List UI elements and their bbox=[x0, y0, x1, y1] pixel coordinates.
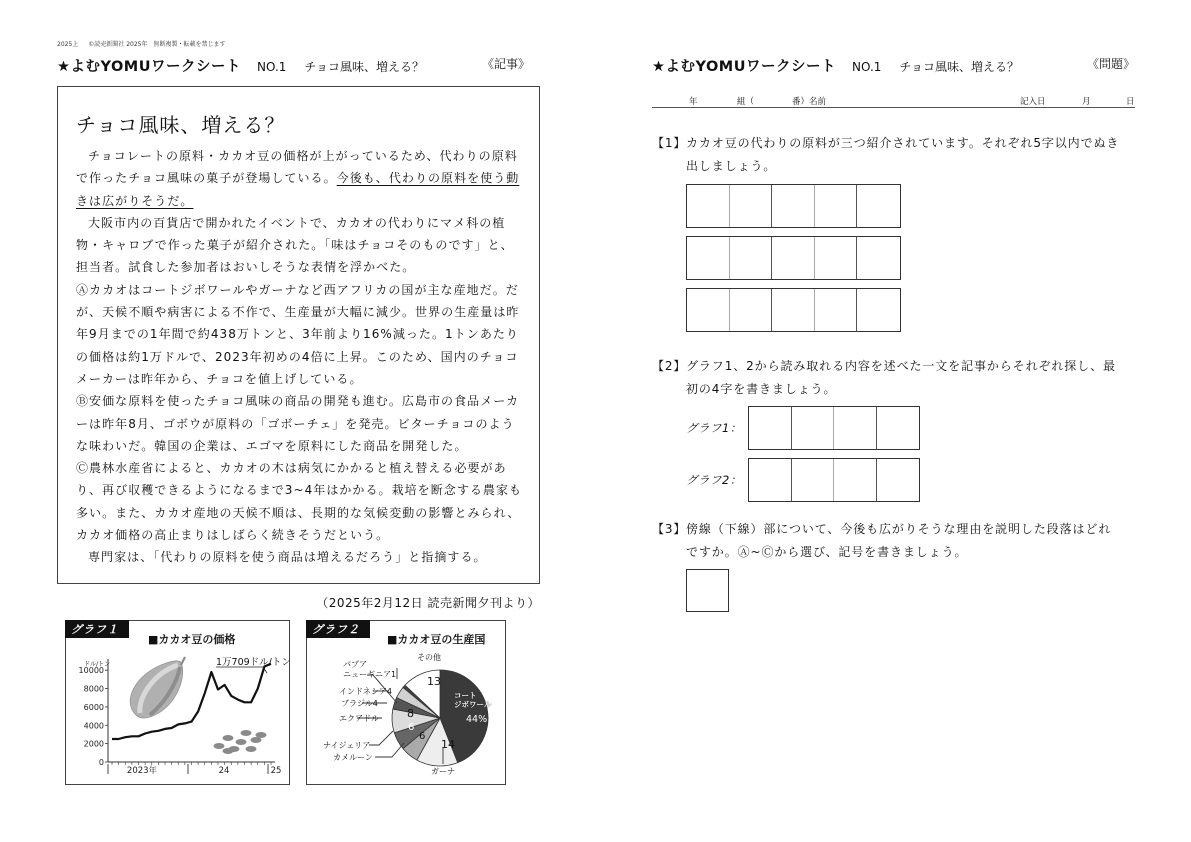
x-tick-label: 24 bbox=[218, 766, 230, 776]
answer-cell[interactable] bbox=[857, 289, 900, 331]
answer-cell[interactable] bbox=[877, 407, 920, 449]
answer-cell[interactable] bbox=[749, 407, 792, 449]
question-text-cont: 初の4字を書きましょう。 bbox=[686, 382, 837, 396]
slice-value-ivory-coast: 44% bbox=[466, 714, 488, 725]
callout-ghana: ガーナ bbox=[431, 767, 455, 776]
y-tick-label: 6000 bbox=[83, 702, 104, 712]
question-text-cont: 出しましょう。 bbox=[686, 159, 777, 173]
paragraph-text: 大阪市内の百貨店で開かれたイベントで、カカオの代わりにマメ科の植物・キャロブで作った菓子が紹介された。「味はチョコそのものです」と、担当者。試食した参加者はおいしそうな表情を浮かべた。 bbox=[76, 215, 514, 275]
sheet-number: NO.1 bbox=[257, 60, 287, 74]
callout-papua-new-guinea bbox=[343, 660, 396, 680]
sheet-number: NO.1 bbox=[852, 60, 882, 74]
question-text: 傍線（下線）部について、今後も広がりそうな理由を説明した段落はどれ bbox=[686, 522, 1112, 536]
answer-cell[interactable] bbox=[834, 459, 877, 501]
class-field[interactable]: 組（ bbox=[737, 97, 755, 107]
graph1-answer-label: グラフ1： bbox=[686, 421, 742, 435]
graph2-answer-label: グラフ2： bbox=[686, 473, 742, 487]
question-number: 【2】 bbox=[652, 359, 687, 373]
chart-axes bbox=[105, 659, 275, 774]
slice-label-line: コート bbox=[454, 691, 477, 700]
answer-cell[interactable] bbox=[857, 237, 900, 279]
article-lead bbox=[76, 145, 524, 212]
brand-title: ★よむYOMUワークシート bbox=[652, 59, 837, 75]
answer-cell[interactable] bbox=[877, 459, 920, 501]
graph2-title: ■カカオ豆の生産国 bbox=[387, 633, 486, 646]
answer-cell[interactable] bbox=[792, 459, 835, 501]
slice-label-line: ジボワール bbox=[454, 700, 492, 709]
question-number: 【1】 bbox=[652, 136, 687, 150]
question-2 bbox=[652, 355, 1142, 401]
graph2-tag: グラフ２ bbox=[306, 620, 370, 638]
callout-ecuador: エクアドル bbox=[339, 714, 379, 723]
article-header bbox=[57, 55, 530, 73]
slice-value-ecuador: 8 bbox=[407, 707, 414, 720]
copyright-line bbox=[57, 39, 225, 48]
answer-cell[interactable] bbox=[772, 237, 815, 279]
y-tick-label: 0 bbox=[98, 758, 104, 767]
callout-line: パプア bbox=[343, 660, 367, 669]
slice-value-ghana: 14 bbox=[441, 738, 455, 751]
copyright-notice: ©読売新聞社 2025年 無断複製・転載を禁じます bbox=[88, 41, 226, 48]
answer-cell[interactable] bbox=[730, 237, 773, 279]
graph1-tag: グラフ１ bbox=[65, 620, 129, 638]
slice-value-other: 13 bbox=[427, 675, 441, 688]
sheet-title: チョコ風味、増える？ bbox=[304, 60, 425, 74]
answer-cell[interactable] bbox=[834, 407, 877, 449]
latest-price-annotation: 1万709ドル/トン bbox=[216, 657, 291, 668]
article-paragraph-c: Ⓒ農林水産省によると、カカオの木は病気にかかると植え替える必要があり、再び収穫できるようになるまで3~4年はかかる。栽培を断念する農家も多い。また、カカオ産地の天候不順は、長期的な気候変動の影響とみられ、カカオ価格の高止まりはしばらく続きそうだという。 bbox=[76, 461, 523, 543]
answer-boxes-graph1[interactable] bbox=[748, 406, 920, 450]
callout-cameroon: カメルーン bbox=[333, 753, 373, 762]
section-kind-questions: 《問題》 bbox=[1086, 57, 1135, 71]
answer-cell[interactable] bbox=[687, 237, 730, 279]
section-kind-article: 《記事》 bbox=[481, 57, 530, 71]
graph1-title: ■カカオ豆の価格 bbox=[148, 633, 236, 646]
answer-cell[interactable] bbox=[772, 185, 815, 227]
article-source: （2025年2月12日 読売新聞夕刊より） bbox=[316, 596, 540, 610]
year-field[interactable]: 年 bbox=[689, 97, 698, 107]
date-label: 記入日 bbox=[1020, 97, 1046, 107]
underlined-sentence: 今後も、代わりの原料を使う動きは広がりそうだ。 bbox=[76, 171, 520, 208]
slice-value-cameroon: 6 bbox=[419, 731, 426, 742]
answer-boxes-graph2[interactable] bbox=[748, 458, 920, 502]
answer-cell[interactable] bbox=[730, 185, 773, 227]
slice-value-nigeria: 6 bbox=[408, 722, 415, 733]
answer-cell[interactable] bbox=[687, 185, 730, 227]
article-paragraph-b: Ⓑ安価な原料を使ったチョコ風味の商品の開発も進む。広島市の食品メーカーは昨年8月、ゴボウが原料の「ゴボーチェ」を発売。ビターチョコのような味わいだ。韓国の企業は、エゴマを原料にした商品を開発した。 bbox=[76, 394, 520, 453]
y-tick-label: 10000 bbox=[78, 666, 104, 676]
callout-nigeria: ナイジェリア bbox=[323, 741, 371, 750]
student-info-row bbox=[652, 92, 1135, 108]
answer-cell[interactable] bbox=[815, 237, 858, 279]
article-paragraph-last bbox=[76, 546, 524, 568]
question-text-cont: ですか。Ⓐ~Ⓒから選び、記号を書きましょう。 bbox=[686, 545, 968, 559]
paragraph-text: 専門家は、「代わりの原料を使う商品は増えるだろう」と指摘する。 bbox=[88, 550, 487, 565]
question-number: 【3】 bbox=[652, 522, 687, 536]
cocoa-beans-icon bbox=[214, 730, 267, 754]
graph1-price-chart bbox=[65, 620, 290, 785]
article-headline: チョコ風味、増える？ bbox=[76, 113, 286, 137]
article-box bbox=[57, 86, 540, 584]
y-axis-unit: ドル/トン bbox=[84, 661, 111, 668]
answer-cell[interactable] bbox=[815, 185, 858, 227]
article-paragraph-a: Ⓐカカオはコートジボワールやガーナなど西アフリカの国が主な産地だ。だが、天候不順や病害による不作で、生産量が大幅に減少。世界の生産量は昨年9月までの1年間で約438万トンと、3年前より16%減った。1トンあたりの価格は約1万ドルで、2023年初めの4倍に上昇。このため、国内のチョコメーカーは昨年から、チョコを値上げしている。 bbox=[76, 282, 520, 386]
question-text: カカオ豆の代わりの原料が三つ紹介されています。それぞれ5字以内でぬき bbox=[686, 136, 1120, 150]
article-paragraph-2 bbox=[76, 212, 524, 279]
question-1 bbox=[652, 132, 1142, 178]
question-3 bbox=[652, 518, 1142, 564]
lead-text: チョコレートの原料・カカオ豆の価格が上がっているため、代わりの原料で作ったチョコ風味の菓子が登場している。 bbox=[76, 149, 518, 186]
y-tick-label: 2000 bbox=[83, 739, 104, 749]
question-header bbox=[652, 55, 1135, 73]
callout-indonesia: インドネシア4 bbox=[339, 687, 393, 696]
callout-line: ニューギニア1 bbox=[343, 670, 397, 679]
answer-boxes-1c[interactable] bbox=[686, 288, 901, 332]
x-tick-label: 2023年 bbox=[126, 766, 158, 776]
answer-boxes-1b[interactable] bbox=[686, 236, 901, 280]
x-tick-label: 25 bbox=[270, 766, 282, 776]
answer-cell[interactable] bbox=[772, 289, 815, 331]
y-tick-label: 4000 bbox=[83, 721, 104, 731]
answer-cell[interactable] bbox=[730, 289, 773, 331]
answer-box-3[interactable] bbox=[686, 569, 729, 612]
callout-other: その他 bbox=[417, 653, 441, 662]
graph2-producer-chart bbox=[306, 620, 506, 785]
sheet-title: チョコ風味、増える？ bbox=[899, 60, 1020, 74]
answer-cell[interactable] bbox=[749, 459, 792, 501]
callout-brazil: ブラジル4 bbox=[341, 699, 378, 708]
edition-label: 2025上 bbox=[57, 41, 79, 48]
question-text: グラフ1、2から読み取れる内容を述べた一文を記事からそれぞれ探し、最 bbox=[686, 359, 1116, 373]
slice-label-ivory-coast bbox=[454, 691, 491, 709]
answer-cell[interactable] bbox=[792, 407, 835, 449]
brand-title: ★よむYOMUワークシート bbox=[57, 59, 242, 75]
name-field[interactable]: 番）名前 bbox=[792, 97, 827, 107]
month-field[interactable]: 月 bbox=[1082, 97, 1091, 107]
y-tick-label: 8000 bbox=[83, 684, 104, 694]
answer-boxes-1a[interactable] bbox=[686, 184, 901, 228]
cocoa-pod-icon bbox=[130, 657, 185, 718]
day-field[interactable]: 日 bbox=[1126, 97, 1135, 107]
answer-cell[interactable] bbox=[687, 289, 730, 331]
answer-cell[interactable] bbox=[857, 185, 900, 227]
answer-cell[interactable] bbox=[815, 289, 858, 331]
